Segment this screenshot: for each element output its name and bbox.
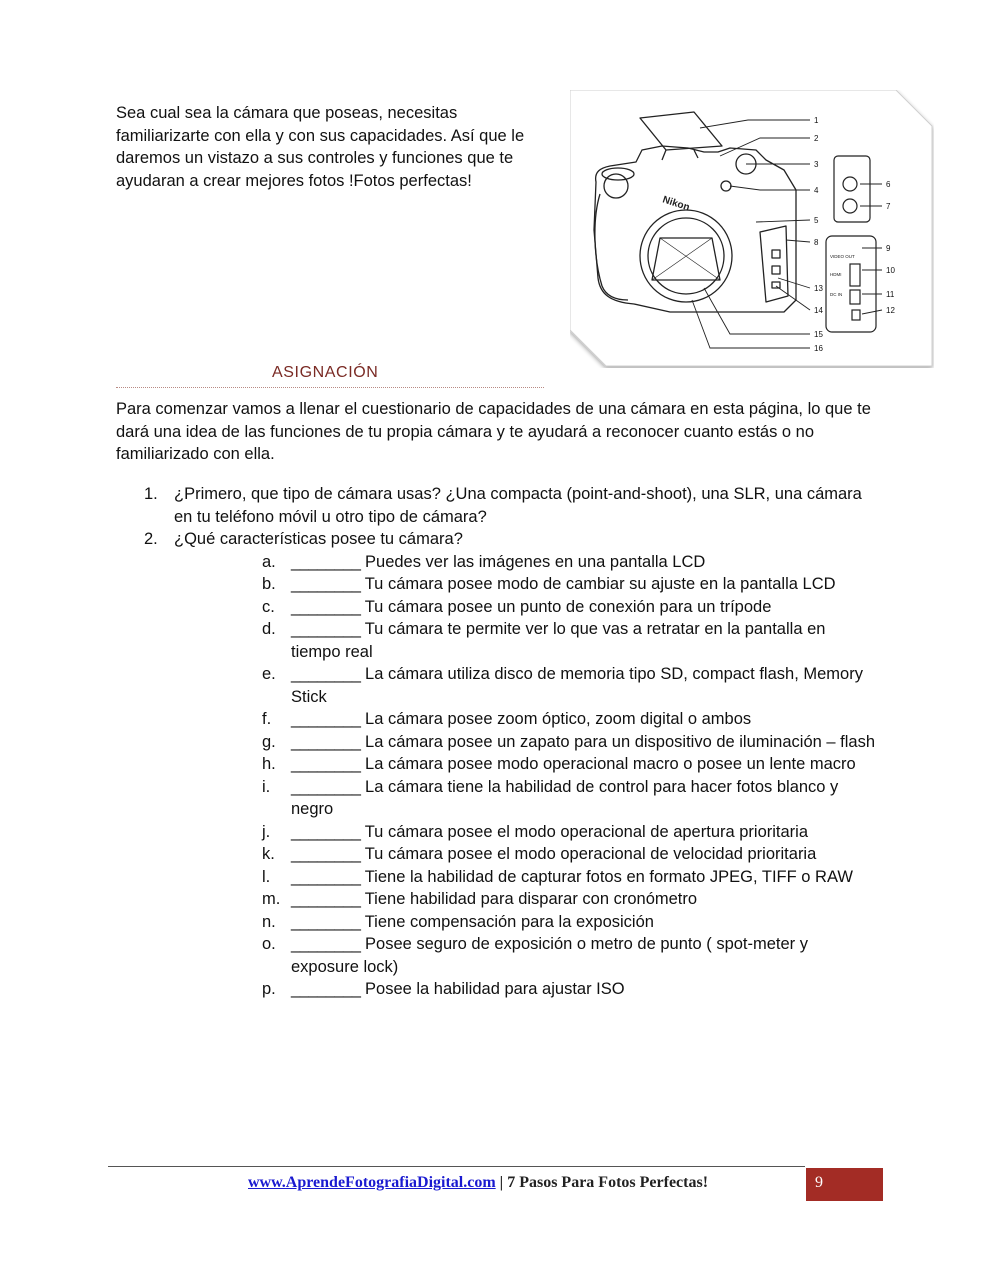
answer-blank[interactable]: ________ <box>291 935 361 953</box>
questions-list <box>116 483 876 1001</box>
list-item <box>174 776 876 821</box>
item-letter: n. <box>262 912 276 931</box>
figure-frame <box>570 90 932 366</box>
item-letter: p. <box>262 980 276 998</box>
list-item <box>174 843 876 866</box>
item-letter: e. <box>262 665 276 683</box>
answer-blank[interactable]: ________ <box>291 552 361 571</box>
intro-paragraph: Sea cual sea la cámara que poseas, necesitas familiarizarte con ella y con sus capacidades. Así que le daremos un vistazo a sus controles y funciones que te ayudaran a crear mejores fotos !Fotos perfectas! <box>116 104 525 190</box>
list-item <box>174 821 876 844</box>
list-item <box>174 888 876 911</box>
answer-blank[interactable]: ________ <box>291 980 361 998</box>
callout-7: 7 <box>886 202 891 211</box>
callout-9: 9 <box>886 244 891 253</box>
callout-10: 10 <box>886 266 895 275</box>
item-text: Tiene habilidad para disparar con cronómetro <box>364 890 698 908</box>
item-text: La cámara posee modo operacional macro o posee un lente macro <box>365 755 856 773</box>
item-text: Tu cámara posee un punto de conexión para un trípode <box>364 597 772 616</box>
question-2 <box>116 528 876 1001</box>
answer-blank[interactable]: ________ <box>291 755 361 773</box>
item-letter: l. <box>262 867 271 886</box>
callout-2: 2 <box>814 134 819 143</box>
item-letter: c. <box>262 597 275 616</box>
list-item <box>174 933 876 978</box>
footer-tagline: 7 Pasos Para Fotos Perfectas! <box>507 1174 709 1191</box>
list-item <box>174 618 876 663</box>
question-number: 2. <box>144 530 158 548</box>
list-item <box>174 911 876 934</box>
callout-8: 8 <box>814 238 819 247</box>
callout-1: 1 <box>814 116 819 125</box>
list-item <box>174 978 876 1001</box>
callout-11: 11 <box>886 290 895 299</box>
answer-blank[interactable]: ________ <box>291 890 361 908</box>
question-text: ¿Qué características posee tu cámara? <box>174 530 463 548</box>
item-text: Posee seguro de exposición o metro de punto ( spot-meter y exposure lock) <box>291 935 809 976</box>
item-text: Tu cámara posee modo de cambiar su ajuste en la pantalla LCD <box>364 575 836 593</box>
item-letter: h. <box>262 755 276 773</box>
item-text: Posee la habilidad para ajustar ISO <box>365 980 625 998</box>
answer-blank[interactable]: ________ <box>291 822 361 841</box>
question-text: ¿Primero, que tipo de cámara usas? ¿Una compacta (point-and-shoot), una SLR, una cámara en tu teléfono móvil u otro tipo de cámara? <box>174 485 862 526</box>
list-item <box>174 866 876 889</box>
item-text: Tiene la habilidad de capturar fotos en formato JPEG, TIFF o RAW <box>364 867 853 886</box>
answer-blank[interactable]: ________ <box>291 867 361 886</box>
item-letter: k. <box>262 845 275 863</box>
port-label-hdmi: HDMI <box>830 272 842 277</box>
footer <box>248 1174 708 1192</box>
list-item <box>174 663 876 708</box>
list-item <box>174 753 876 776</box>
website-link[interactable]: www.AprendeFotografiaDigital.com <box>248 1174 496 1191</box>
item-letter: b. <box>262 575 276 593</box>
item-text: Tu cámara posee el modo operacional de velocidad prioritaria <box>364 845 817 863</box>
camera-diagram <box>570 90 934 368</box>
item-letter: o. <box>262 935 276 953</box>
callout-6: 6 <box>886 180 891 189</box>
footer-divider <box>108 1166 805 1167</box>
item-letter: d. <box>262 620 276 638</box>
item-text: Tu cámara te permite ver lo que vas a retratar en la pantalla en tiempo real <box>291 620 826 661</box>
list-item <box>174 731 876 754</box>
item-text: La cámara posee un zapato para un dispositivo de iluminación – flash <box>365 732 876 751</box>
item-text: Tiene compensación para la exposición <box>364 912 654 931</box>
port-label-video: VIDEO OUT <box>830 254 855 259</box>
callout-14: 14 <box>814 306 823 315</box>
footer-separator: | <box>499 1174 504 1191</box>
item-letter: j. <box>262 822 271 841</box>
callout-4: 4 <box>814 186 819 195</box>
answer-blank[interactable]: ________ <box>291 777 361 796</box>
question-number: 1. <box>144 485 158 503</box>
section-divider <box>116 387 544 388</box>
callout-15: 15 <box>814 330 823 339</box>
item-letter: i. <box>262 777 271 796</box>
list-item <box>174 708 876 731</box>
list-item <box>174 551 876 574</box>
item-text: Tu cámara posee el modo operacional de apertura prioritaria <box>364 822 809 841</box>
callout-12: 12 <box>886 306 895 315</box>
item-text: Puedes ver las imágenes en una pantalla LCD <box>365 552 706 571</box>
answer-blank[interactable]: ________ <box>291 597 361 616</box>
item-letter: m. <box>262 890 281 908</box>
answer-blank[interactable]: ________ <box>291 732 361 751</box>
page-number-box <box>805 1168 883 1201</box>
feature-checklist <box>174 551 876 1001</box>
callout-5: 5 <box>814 216 819 225</box>
item-text: La cámara utiliza disco de memoria tipo SD, compact flash, Memory Stick <box>291 665 863 706</box>
item-text: La cámara tiene la habilidad de control para hacer fotos blanco y negro <box>291 777 839 818</box>
page-number: 9 <box>815 1174 823 1191</box>
item-letter: a. <box>262 552 276 571</box>
answer-blank[interactable]: ________ <box>291 575 361 593</box>
item-letter: g. <box>262 732 276 751</box>
answer-blank[interactable]: ________ <box>291 665 361 683</box>
callout-13: 13 <box>814 284 823 293</box>
answer-blank[interactable]: ________ <box>291 710 361 728</box>
assignment-paragraph: Para comenzar vamos a llenar el cuestionario de capacidades de una cámara en esta página, lo que te dará una idea de las funciones de tu propia cámara y te ayudará a reconocer cuanto estás o no familiarizado con ella. <box>116 400 871 463</box>
callout-16: 16 <box>814 344 823 353</box>
question-1 <box>116 483 876 528</box>
section-title: ASIGNACIÓN <box>272 364 379 381</box>
callout-3: 3 <box>814 160 819 169</box>
answer-blank[interactable]: ________ <box>291 620 361 638</box>
item-text: La cámara posee zoom óptico, zoom digital o ambos <box>365 710 752 728</box>
list-item <box>174 596 876 619</box>
camera-brand: Nikon <box>661 194 691 214</box>
port-label-dcin: DC IN <box>830 292 843 297</box>
answer-blank[interactable]: ________ <box>291 912 361 931</box>
answer-blank[interactable]: ________ <box>291 845 361 863</box>
list-item <box>174 573 876 596</box>
item-letter: f. <box>262 710 272 728</box>
